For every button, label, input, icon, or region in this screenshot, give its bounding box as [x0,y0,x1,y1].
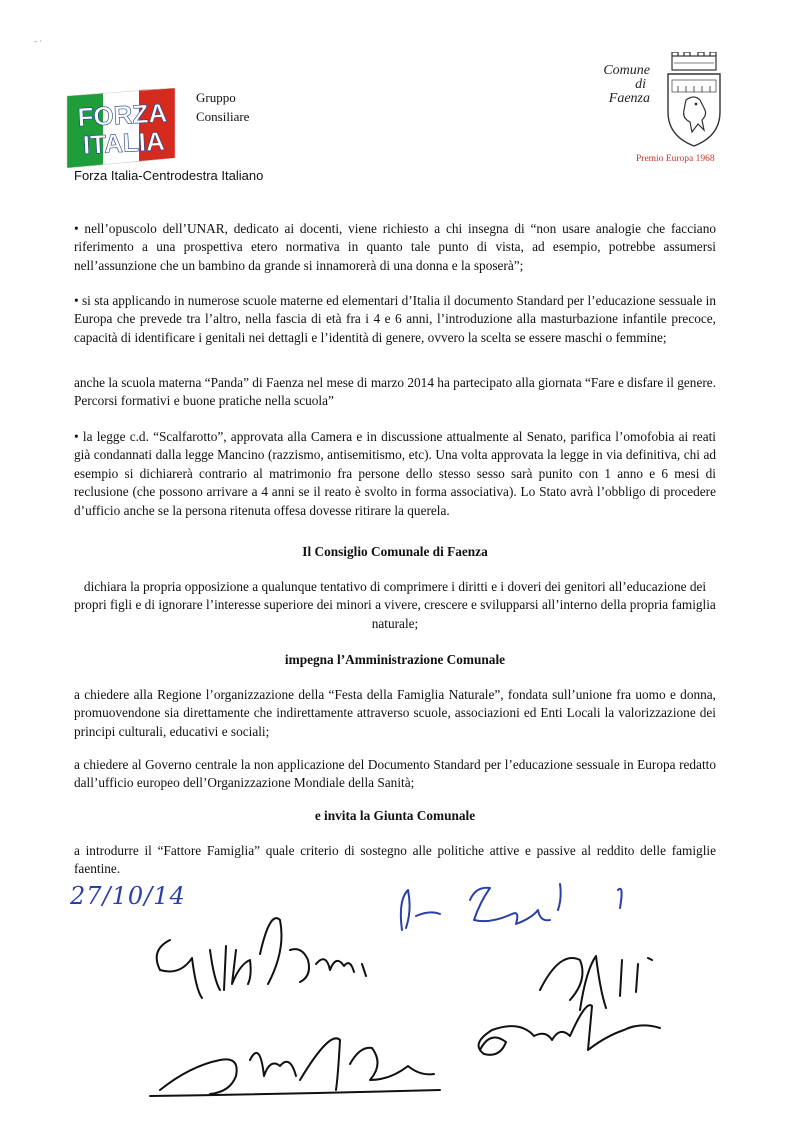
group-line-1: Gruppo [196,90,236,105]
faenza-crest [664,52,724,148]
heading-consiglio: Il Consiglio Comunale di Faenza [302,544,488,559]
paragraph-panda: anche la scuola materna “Panda” di Faenza nel mese di marzo 2014 ha partecipato alla giornata “Fare e disfare il genere. Percorsi formativi e buone pratiche nella scuola” [74,375,717,409]
paragraph-scalfarotto: • la legge c.d. “Scalfarotto”, approvata alla Camera e in discussione attualmente al Senato, parifica l’omofobia ai reati già condannati dalla legge Mancino (razzismo, antisemitismo, etc). Una volta approvata la legge in via definitiva, chi ad esempio si dichiarerà contrario al matrimonio fra persone dello stesso sesso sarà punito con 1 anno e 6 mesi di reclusione (che possono arrivare a 4 anni se il reato è svolto in forma associativa). Lo Stato avrà l’obbligo di procedere d’ufficio anche se la persona ritenuta offesa dovesse ritirare la querela. [74,429,716,518]
comune-line-2: di [635,77,646,92]
signature-black-1 [157,918,366,998]
logo-text-forza: FORZA [76,97,168,133]
paragraph-regione: a chiedere alla Regione l’organizzazione della “Festa della Famiglia Naturale”, fondata sull’unione fra uomo e donna, promuovendone sia direttamente che indirettamente attraverso scuole, associazioni ed Enti Locali la valorizzazione dei principi culturali, educativi e sociali; [74,687,716,739]
signatures [140,880,740,1105]
corner-mark: - · [34,36,43,46]
paragraph-unar: • nell’opuscolo dell’UNAR, dedicato ai docenti, viene richiesto a chi insegna di “non usare analogie che facciano riferimento a una prospettiva etero normativa in quanto tale punto di vista, ad esempio, potrebbe assumersi nell’assunzione che un bambino da grande si innamorerà di una donna e la sposerà”; [74,221,716,273]
heading-invita: e invita la Giunta Comunale [314,808,476,823]
premio-europa: Premio Europa 1968 [636,154,715,164]
comune-line-1: Comune [603,63,650,78]
forza-italia-logo [63,88,179,168]
comune-label [590,64,650,106]
group-line-2: Consiliare [196,109,250,124]
paragraph-dichiara: dichiara la propria opposizione a qualunque tentativo di comprimere i diritti e i doveri dei genitori all’educazione dei propri figli e di ignorare l’interesse superiore dei minori a vivere, crescere e svilupparsi all’interno della propria famiglia naturale; [74,579,716,631]
paragraph-governo: a chiedere al Governo centrale la non applicazione del Documento Standard per l’educazione sessuale in Europa redatto dall’ufficio europeo dell’Organizzazione Mondiale della Sanità; [74,757,716,791]
party-name: Forza Italia-Centrodestra Italiano [74,168,264,183]
signature-black-2 [540,956,652,1010]
group-label [196,88,249,126]
comune-line-3: Faenza [608,91,650,106]
heading-impegna: impegna l’Amministrazione Comunale [284,652,506,667]
handwritten-date: 27/10/14 [70,882,186,910]
signature-black-3 [479,1005,660,1055]
paragraph-standard: • si sta applicando in numerose scuole materne ed elementari d’Italia il documento Standard per l’educazione sessuale in Europa che prevede tra l’altro, nella fascia di età fra i 4 e 6 anni, l’introduzione alla masturbazione infantile precoce, capacità di identificare i genitali nei dettagli e l’identità di genere, ovvero la scelta se essere maschi o femmine; [74,293,716,345]
paragraph-fattore: a introdurre il “Fattore Famiglia” quale criterio di sostegno alle politiche attive e passive al reddito delle famiglie faentine. [74,843,716,877]
logo-text-italia: ITALIA [82,125,166,160]
signature-blue [401,884,622,930]
signature-black-4 [150,1038,440,1096]
